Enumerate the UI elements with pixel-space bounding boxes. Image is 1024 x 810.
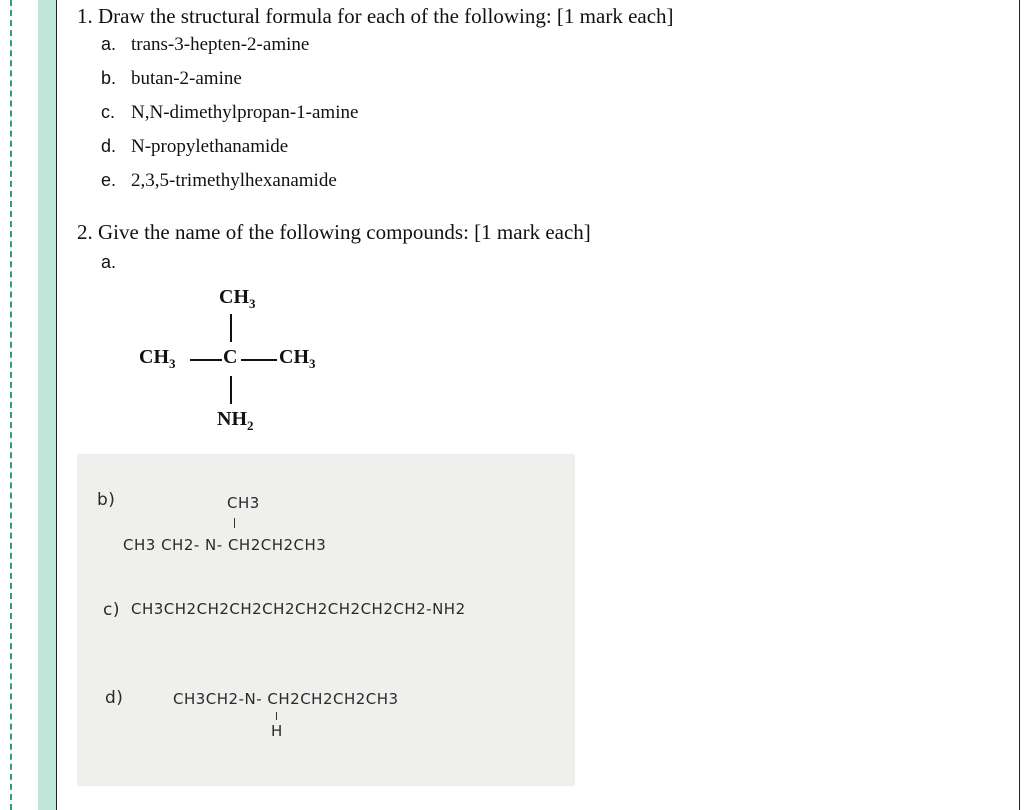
structure-a-left-group: $CH_3$: [139, 346, 176, 371]
hand-b-label: b): [97, 490, 116, 510]
q1-item-d-text: N-propylethanamide: [131, 136, 289, 157]
hand-d-line: CH3CH2-N- CH2CH2CH2CH3: [173, 690, 399, 708]
q1-item-a: [101, 34, 309, 56]
structure-a-top-bond: [230, 314, 232, 342]
structure-a-right-bond: [241, 359, 277, 361]
hand-c-line: CH3CH2CH2CH2CH2CH2CH2CH2CH2-NH2: [131, 600, 466, 618]
hand-d-label: d): [105, 688, 124, 708]
left-margin: [0, 0, 56, 810]
hand-b-bond: [234, 518, 235, 528]
q1-item-d: [101, 136, 288, 158]
question-2-prompt: 2. Give the name of the following compounds: [1 mark each]: [77, 220, 591, 244]
handwritten-photo: [77, 454, 575, 786]
hand-b-top-group: CH3: [227, 494, 260, 512]
q1-item-e: [101, 170, 337, 192]
worksheet-page: [56, 0, 1020, 810]
q1-item-c-text: N,N-dimethylpropan-1-amine: [131, 102, 359, 123]
structure-a-center-atom: C: [223, 346, 238, 368]
q1-item-b-label: b.: [101, 68, 117, 88]
question-1-prompt: 1. Draw the structural formula for each of the following: [1 mark each]: [77, 4, 674, 28]
q1-item-a-text: trans-3-hepten-2-amine: [131, 34, 310, 55]
structure-a-bottom-bond: [230, 376, 232, 404]
q1-item-e-label: e.: [101, 170, 117, 190]
hand-c-label: c): [103, 600, 120, 620]
q1-item-c: [101, 102, 358, 124]
q1-item-c-label: c.: [101, 102, 116, 122]
margin-dashed-line: [10, 0, 12, 810]
hand-d-bottom: H: [271, 722, 283, 740]
hand-d-bond: [276, 712, 277, 720]
structure-a-right-group: $CH_3$: [279, 346, 316, 371]
structure-a-bottom-group: $NH_2$: [217, 408, 254, 433]
q1-item-b-text: butan-2-amine: [131, 68, 242, 89]
q1-item-b: [101, 68, 242, 90]
q2-part-a: [101, 252, 131, 274]
structure-a-top-group: $CH_3$: [219, 286, 256, 311]
q2-part-a-label: a.: [101, 252, 117, 272]
q1-item-d-label: d.: [101, 136, 117, 156]
margin-color-band: [38, 0, 56, 810]
q1-item-a-label: a.: [101, 34, 117, 54]
structure-a-left-bond: [190, 359, 222, 361]
q1-item-e-text: 2,3,5-trimethylhexanamide: [131, 170, 337, 191]
hand-b-line: CH3 CH2- N- CH2CH2CH3: [123, 536, 327, 554]
